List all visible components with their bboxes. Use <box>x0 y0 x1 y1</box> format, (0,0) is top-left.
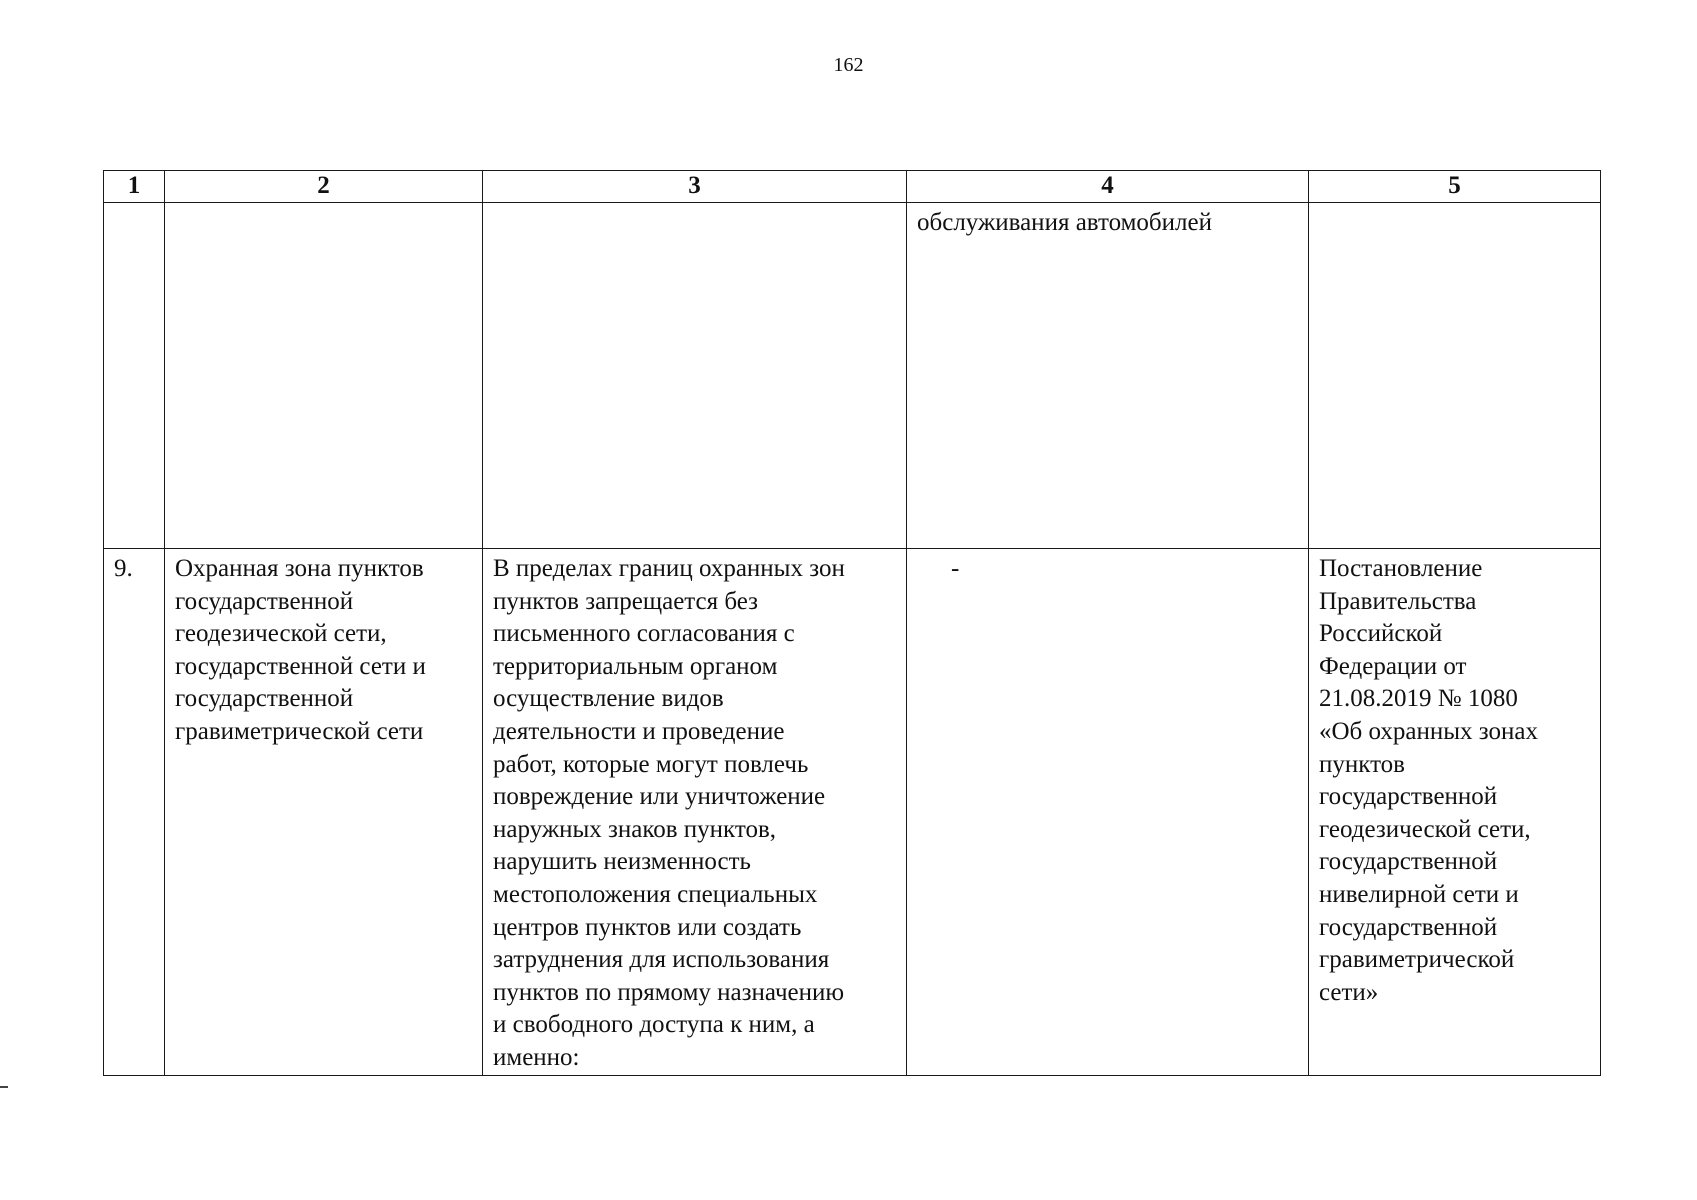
restriction-line: пунктов по прямому назначению <box>493 978 845 1006</box>
row9-restrictions <box>483 549 907 1076</box>
scan-edge-mark <box>0 1086 8 1088</box>
page-number: 162 <box>833 54 864 76</box>
basis-line: сети» <box>1319 978 1379 1006</box>
header-col-2: 2 <box>165 171 483 203</box>
zone-name-line: гравиметрической сети <box>175 717 424 745</box>
restriction-line: центров пунктов или создать <box>493 913 802 941</box>
basis-line: государственной <box>1319 848 1498 876</box>
table-row-continuation <box>104 203 1601 549</box>
row9-legal-basis <box>1309 549 1601 1076</box>
basis-line: государственной <box>1319 913 1498 941</box>
restriction-line: затруднения для использования <box>493 946 830 974</box>
restriction-line: наружных знаков пунктов, <box>493 815 777 843</box>
cont-cell-2 <box>165 203 483 549</box>
restriction-line: осуществление видов <box>493 685 724 713</box>
zone-name-line: геодезической сети, <box>175 620 387 648</box>
restriction-line: территориальным органом <box>493 652 778 680</box>
basis-line: государственной <box>1319 783 1498 811</box>
row9-zone-name <box>165 549 483 1076</box>
basis-line: Федерации от <box>1319 652 1467 680</box>
row9-col4 <box>907 549 1309 1076</box>
empty-value-dash: - <box>951 555 960 582</box>
cont-cell-1 <box>104 203 165 549</box>
header-col-3: 3 <box>483 171 907 203</box>
header-col-5: 5 <box>1309 171 1601 203</box>
zone-name-line: государственной <box>175 587 354 615</box>
basis-line: геодезической сети, <box>1319 815 1531 843</box>
zone-name-line: государственной сети и <box>175 652 426 680</box>
basis-line: «Об охранных зонах <box>1319 717 1539 745</box>
basis-line: 21.08.2019 № 1080 <box>1319 685 1518 713</box>
restriction-line: письменного согласования с <box>493 620 795 648</box>
cont-cell-3 <box>483 203 907 549</box>
basis-line: нивелирной сети и <box>1319 880 1519 908</box>
basis-line: пунктов <box>1319 750 1405 778</box>
basis-line: Постановление <box>1319 555 1483 582</box>
header-col-1: 1 <box>104 171 165 203</box>
restriction-line: местоположения специальных <box>493 880 818 908</box>
zone-name-line: Охранная зона пунктов <box>175 555 424 582</box>
basis-line: Правительства <box>1319 587 1477 615</box>
restriction-line: повреждение или уничтожение <box>493 783 826 811</box>
restriction-line: и свободного доступа к ним, а <box>493 1011 815 1039</box>
basis-line: Российской <box>1319 620 1443 648</box>
row9-number: 9. <box>104 549 165 1076</box>
zones-table <box>103 170 1601 1076</box>
restriction-line: именно: <box>493 1043 580 1071</box>
cont-cell-5 <box>1309 203 1601 549</box>
zone-name-line: государственной <box>175 685 354 713</box>
header-col-4: 4 <box>907 171 1309 203</box>
basis-line: гравиметрической <box>1319 946 1515 974</box>
cont-cell-4: обслуживания автомобилей <box>907 203 1309 549</box>
restriction-line: В пределах границ охранных зон <box>493 555 845 582</box>
restriction-line: работ, которые могут повлечь <box>493 750 809 778</box>
table-row-9 <box>104 549 1601 1076</box>
table-header-row <box>104 171 1601 203</box>
restriction-line: нарушить неизменность <box>493 848 751 876</box>
restriction-line: деятельности и проведение <box>493 717 785 745</box>
restriction-line: пунктов запрещается без <box>493 587 759 615</box>
